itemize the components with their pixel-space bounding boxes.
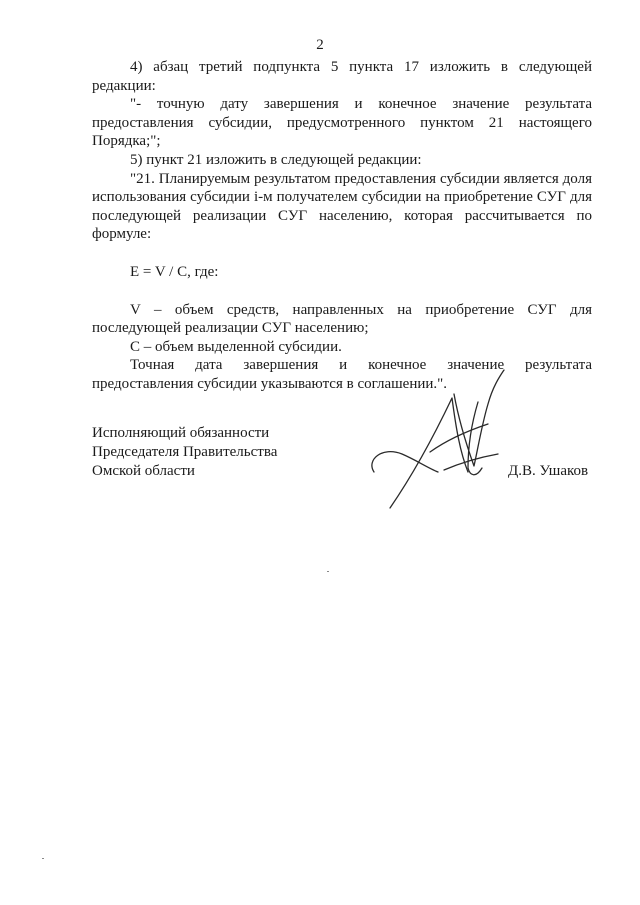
- position-line: Омской области: [92, 463, 195, 479]
- definition: Точная дата завершения и конечное значение результата предоставления субсидии указываются в соглашении.".: [92, 357, 592, 392]
- paragraph: 4) абзац третий подпункта 5 пункта 17 изложить в следующей редакции:: [92, 59, 592, 94]
- document-body: [92, 58, 592, 394]
- position-line: Председателя Правительства: [92, 444, 278, 460]
- formula: E = V / C, где:: [130, 263, 219, 280]
- definition: C – объем выделенной субсидии.: [130, 338, 342, 355]
- handwritten-signature: [360, 368, 530, 513]
- paragraph: "21. Планируемым результатом предоставления субсидии является доля использования субсидии i-м получателем субсидии на приобретение СУГ для последующей реализации СУГ населению, которая рассчитывается по формуле:: [92, 170, 592, 243]
- scan-speck: [42, 858, 44, 859]
- paragraph: 5) пункт 21 изложить в следующей редакции:: [130, 151, 422, 168]
- paragraph: "- точную дату завершения и конечное значение результата предоставления субсидии, предусмотренного пунктом 21 настоящего Порядка;";: [92, 96, 592, 150]
- scan-speck: [327, 571, 329, 572]
- position-line: Исполняющий обязанности: [92, 425, 270, 441]
- page-number: 2: [316, 37, 324, 53]
- signatory-position: [92, 424, 277, 481]
- definition: V – объем средств, направленных на приобретение СУГ для последующей реализации СУГ населению;: [92, 301, 592, 337]
- signatory-name: Д.В. Ушаков: [508, 463, 589, 479]
